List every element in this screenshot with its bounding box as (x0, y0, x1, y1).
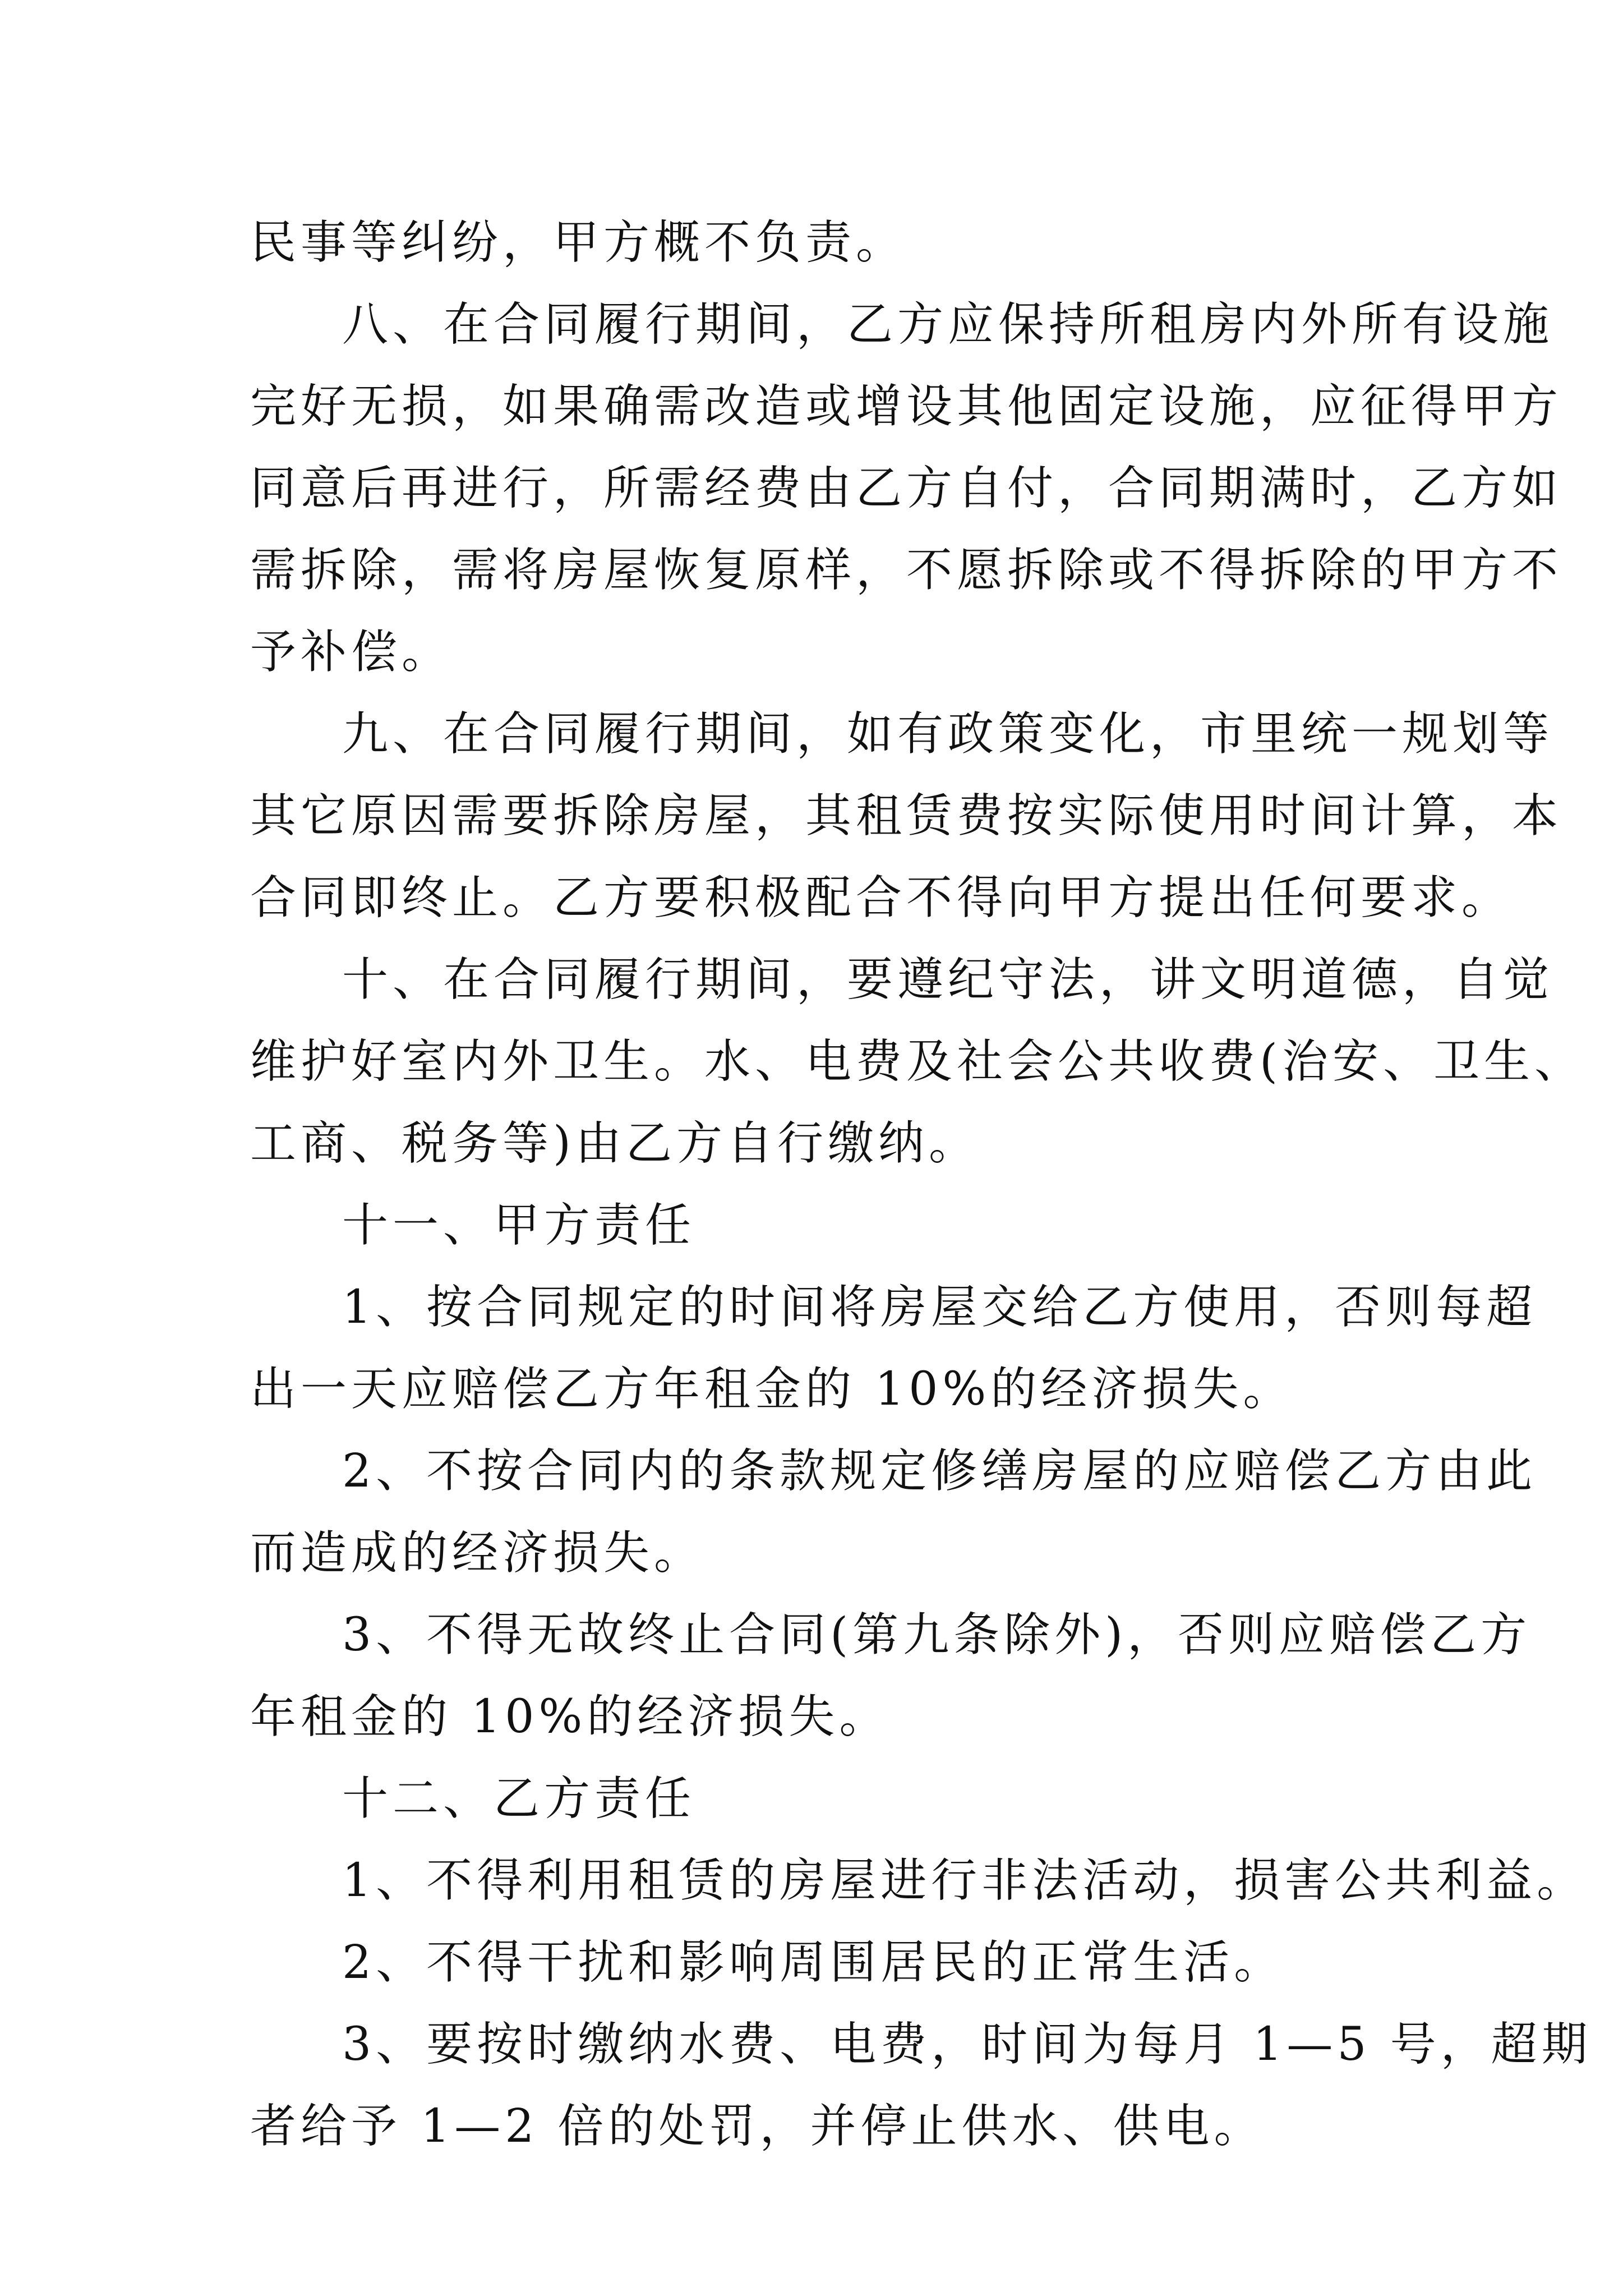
text-line: 维护好室内外卫生。水、电费及社会公共收费(治安、卫生、 (250, 1035, 1585, 1088)
text-line: 民事等纠纷，甲方概不负责。 (250, 216, 907, 269)
text-line: 而造成的经济损失。 (250, 1526, 705, 1580)
text-line: 工商、税务等)由乙方自行缴纳。 (250, 1117, 979, 1170)
document-body (250, 202, 1592, 2168)
text-line: 予补偿。 (250, 625, 453, 679)
paragraph-start-10: 十、在合同履行期间，要遵纪守法，讲文明道德，自觉 (342, 953, 1554, 1006)
list-item-start: 3、不得无故终止合同(第九条除外)，否则应赔偿乙方 (342, 1608, 1532, 1662)
text-line: 合同即终止。乙方要积极配合不得向甲方提出任何要求。 (250, 871, 1513, 924)
section-heading-11: 十一、甲方责任 (342, 1199, 696, 1252)
text-line: 年租金的 10%的经济损失。 (250, 1690, 890, 1743)
list-item-start: 1、不得利用租赁的房屋进行非法活动，损害公共利益。 (342, 1854, 1588, 1907)
text-line: 完好无损，如果确需改造或增设其他固定设施，应征得甲方 (250, 380, 1563, 433)
text-line: 需拆除，需将房屋恢复原样，不愿拆除或不得拆除的甲方不 (250, 544, 1563, 597)
paragraph-start-8: 八、在合同履行期间，乙方应保持所租房内外所有设施 (342, 298, 1554, 351)
text-line: 者给予 1—2 倍的处罚，并停止供水、供电。 (250, 2100, 1265, 2153)
text-line: 其它原因需要拆除房屋，其租赁费按实际使用时间计算，本 (250, 789, 1563, 843)
text-line: 出一天应赔偿乙方年租金的 10%的经济损失。 (250, 1363, 1294, 1416)
paragraph-start-9: 九、在合同履行期间，如有政策变化，市里统一规划等 (342, 707, 1554, 761)
list-item-start: 2、不按合同内的条款规定修缮房屋的应赔偿乙方由此 (342, 1444, 1537, 1498)
section-heading-12: 十二、乙方责任 (342, 1772, 696, 1825)
list-item-start: 2、不得干扰和影响周围居民的正常生活。 (342, 1936, 1285, 1989)
list-item-start: 3、要按时缴纳水费、电费，时间为每月 1—5 号，超期 (342, 2018, 1592, 2071)
list-item-start: 1、按合同规定的时间将房屋交给乙方使用，否则每超 (342, 1281, 1537, 1334)
text-line: 同意后再进行，所需经费由乙方自付，合同期满时，乙方如 (250, 462, 1563, 515)
